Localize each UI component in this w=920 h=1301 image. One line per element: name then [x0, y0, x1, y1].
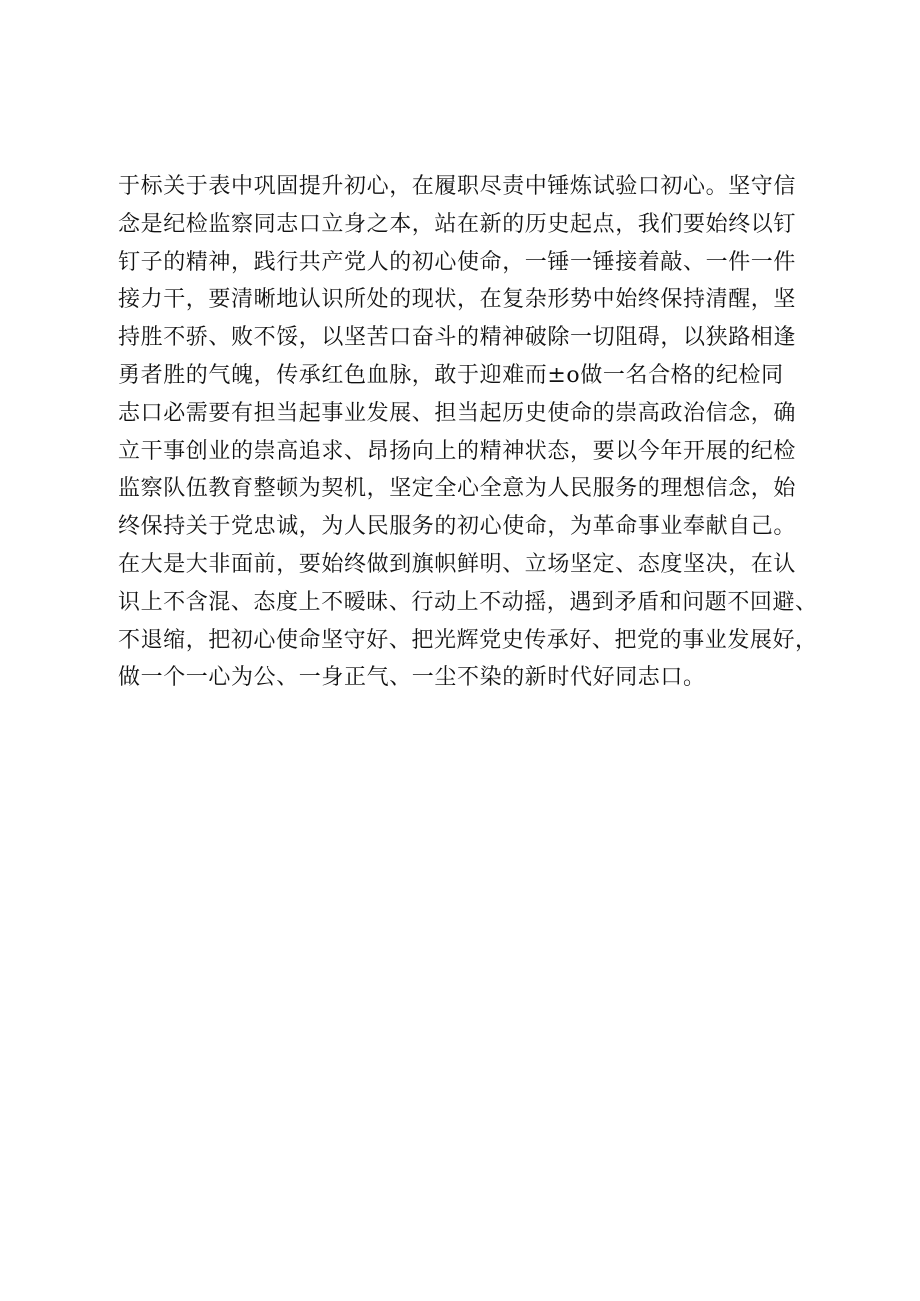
text-line: 监察队伍教育整顿为契机，坚定全心全意为人民服务的理想信念，始 [118, 476, 797, 502]
text-line: 念是纪检监察同志口立身之本，站在新的历史起点，我们要始终以钉 [118, 211, 797, 237]
text-line: 钉子的精神，践行共产党人的初心使命，一锤一锤接着敲、一件一件 [118, 249, 797, 275]
text-line: 于标关于表中巩固提升初心，在履职尽责中锤炼试验口初心。坚守信 [118, 174, 797, 199]
body-paragraph [118, 168, 818, 697]
text-line: 不退缩，把初心使命坚守好、把光辉党史传承好、把党的事业发展好， [118, 627, 818, 653]
text-line: 终保持关于党忠诚，为人民服务的初心使命，为革命事业奉献自己。 [118, 514, 797, 540]
text-line: 做一个一心为公、一身正气、一尘不染的新时代好同志口。 [118, 665, 706, 691]
text-line: 勇者胜的气魄，传承红色血脉，敢于迎难而±o做一名合格的纪检同 [118, 362, 784, 388]
text-line: 在大是大非面前，要始终做到旗帜鲜明、立场坚定、态度坚决，在认 [118, 551, 797, 577]
text-line: 立干事创业的崇高追求、昂扬向上的精神状态，要以今年开展的纪检 [118, 438, 797, 464]
text-line: 持胜不骄、败不馁，以坚苦口奋斗的精神破除一切阻碍，以狭路相逢 [118, 325, 797, 351]
text-line: 接力干，要清晰地认识所处的现状，在复杂形势中始终保持清醒，坚 [118, 287, 797, 313]
text-line: 志口必需要有担当起事业发展、担当起历史使命的崇高政治信念，确 [118, 400, 797, 426]
text-line: 识上不含混、态度上不暧昧、行动上不动摇，遇到矛盾和问题不回避、 [118, 589, 818, 615]
